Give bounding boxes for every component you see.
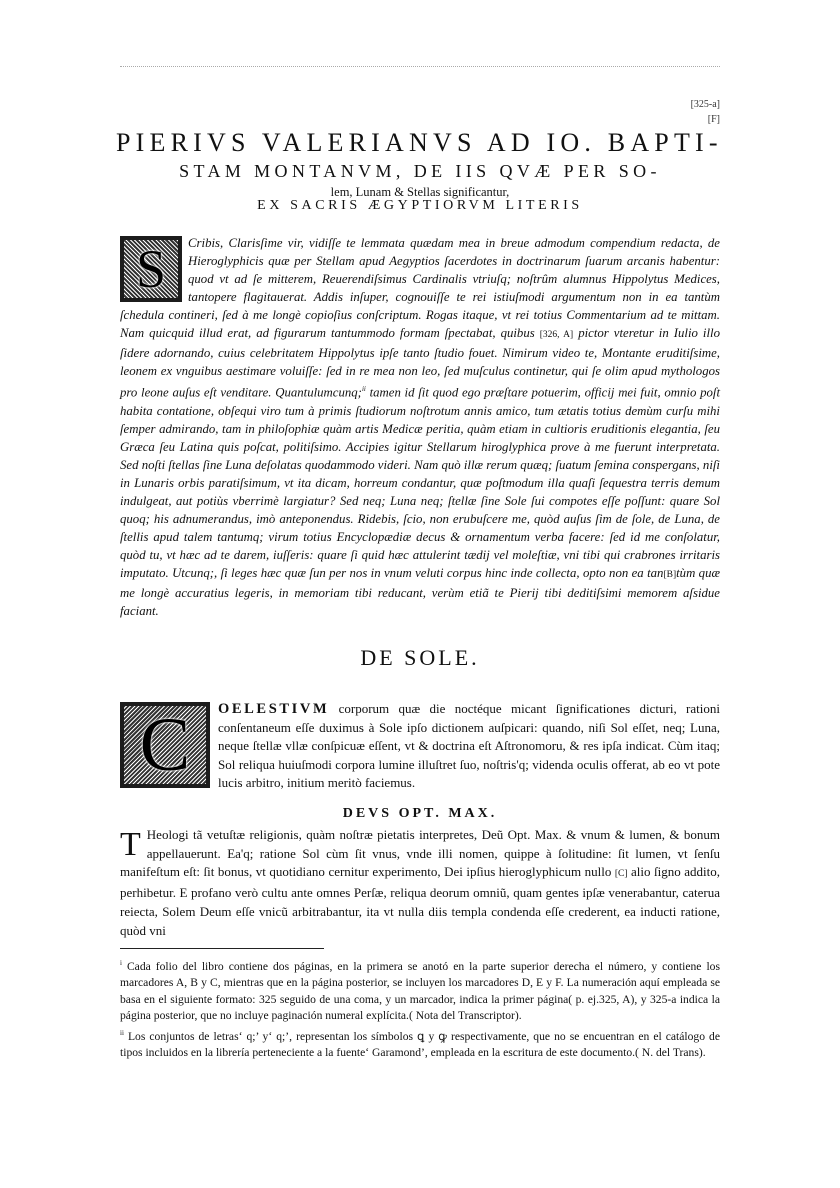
page-markers: [691, 97, 720, 127]
page-marker-b: [B]: [663, 570, 677, 581]
folio-marker: [325-a]: [690, 99, 720, 110]
dropcap-letter: S: [135, 239, 167, 299]
footnote-separator: [120, 948, 324, 949]
page-marker-c: [C]: [614, 869, 628, 880]
title-line-3: lem, Lunam & Stellas significantur,: [330, 185, 510, 199]
coelestium-text: corporum quæ die noctéque micant ſignificationes dicturi, rationi conſentaneum eſſe duximus à Sole ipſo dictionem auſpicari: quando, niſi Sol eſſet, neq; Luna, neque ſtellæ vllæ conſpicuæ eſſent, vt & doctrina eſt Aſtronomoru, & res ipſa indicat. Cùm itaq; Sol reliqua huiuſmodi corpora lumine illuſtret ſuo, noſtris'q; videnda oculis offerat, ab eo vt pote lucis arbitro, initium meritò faciemus.: [218, 701, 720, 791]
section-marker: [F]: [707, 114, 720, 125]
footnote-text: Los conjuntos de letras‘ q;’ y‘ q;’, representan los símbolos ꝗ y ꝙ respectivamente, que no se encuentran en el catálogo de tipos incluidos en la librería perteneciente a la fuente‘ Garamond’, empleada en la escritura de este documento.( N. del Trans).: [120, 1029, 720, 1060]
intro-text-4: tùm quæ me longè accuratius legeris, in memoriam tibi reducant, verùm etiã te Pierij tibi deditiſsimi memorem aſsidue faciant.: [120, 566, 721, 619]
footnote-mark: i: [120, 959, 122, 967]
footnote-mark: ii: [120, 1028, 124, 1037]
lead-word: OELESTIVM: [218, 701, 330, 717]
ornamental-initial-c: [120, 702, 210, 788]
title-line-2: STAM MONTANVM, DE IIS QVÆ PER SO-: [179, 161, 661, 181]
intro-paragraph: [120, 234, 720, 620]
intro-text-3: tamen id ſit quod ego præſtare potuerim, officij mei fuit, omnio poſt habita contatione, obſequi viro tum à primis ſtudiorum noſtrotum annis amico, tum ætatis totius demùm curſu mihi ſemper admirando, tam in philoſophiæ quàm artis Medicæ peritia, quàm etiam in cultioris eruditionis elegantia, ſeu Græca ſeu Latina quis poſcat, politiſsimo. Accipies igitur Stellarum hiroglyphica prove à me fuerunt interpretata. Sed noſti ſtellas ſine Luna deſolatas quodammodo videri. Nam quò illæ rerum quæq; ſuatum ſemina conspergans, niſi in Lunaris orbis paratiſsimum, vt ita dicam, horreum condantur, quæ poſtmodum illa quaſi ſequestra terris demum indulgeat, aut potiùs vberrimè largiatur? Sed neq; Luna neq; ſtellæ ſine Sole ſui compotes eſſe poſſunt: quare Sol quoq; his adnumerandus, imò anteponendus. Ridebis, ſcio, non erubuſcere me, quòd auſus ſim de ſole, de Luna, de ſtellis apud talem tantumq; virum totius Encyclopædiæ decus & ornamentum verba facere: ſed id me conſolatur, quòd tu, vt hæc ad te darem, iuſſeris: quare ſi quid hæc attulerint tædij vel moleſtiæ, vni tibi qui crabrones irritaris imputato. Utcunq;, ſi leges hæc quæ ſun per nos in vnum veluti corpus hinc inde collecta, opto non ea tan: [120, 385, 721, 581]
subheading: DEVS OPT. MAX.: [342, 806, 498, 821]
title-line-4: EX SACRIS ÆGYPTIORVM LITERIS: [257, 198, 583, 213]
deus-text-2: alio ſigno addito, perhibetur. E profano verò cultu ante omnes Perſæ, reliqua deorum omniũ, quam gentes ipſæ venerabantur, caterua reiecta, Solem Deum eſſe vnicũ arbitrabantur, ita vt nulla diis templa condenda eſſe crederent, ea inducti ratione, quòd vni: [120, 864, 721, 938]
intro-text-2: pictor vteretur in Iulio illo ſidere adornando, cuius celebritatem Hippolytus ipſe tanto ſtudio fouet. Nimirum video te, Montante eruditiſsime, leonem ex vnguibus aestimare voluiſſe: ſed in re mea non leo, ſed muſculus continetur, qui ſe olim apud mythologos pro leone auſus eſt venditare. Quantulumcunq;: [120, 326, 720, 400]
deus-paragraph: [120, 826, 720, 940]
deus-text-1: Heologi tã vetuſtæ religionis, quàm noſtræ pietatis interpretes, Deũ Opt. Max. & vnum & lumen, & bonum appellauerunt. Ea'q; ratione Sol cùm ſit vnus, vnde illi nomen, quippe à ſolitudine: ſit lumen, vt ſenſu manifeſtum eſt: ſit bonus, vt quotidiano cernitur experimento, Dei ipſius hieroglyphicum nullo: [120, 827, 720, 880]
top-rule: [120, 66, 720, 67]
footnote-ref-ii[interactable]: ii: [361, 385, 366, 394]
title-line-1: PIERIVS VALERIANVS AD IO. BAPTI-: [116, 128, 723, 157]
ornamental-initial-s: [120, 236, 182, 302]
initial-t: T: [120, 826, 141, 863]
page-marker-326a: [326, A]: [539, 330, 574, 341]
dropcap-letter: C: [139, 703, 191, 787]
footnote-2: [120, 1025, 720, 1062]
footnotes: [120, 955, 720, 1062]
intro-text-1: Cribis, Clarisſime vir, vidiſſe te lemmata quædam mea in breue admodum compendium redacta, de Hieroglyphicis quæ per Stellam apud Aegyptios ſacerdotes in doctrinarum ſuarum arcanis habentur: quod vt ad ſe mitterem, Reuerendiſsimus Cardinalis vtriuſq; noſtrûm alumnus Hippolytus Medices, tantopere flagitauerat. Addis inſuper, cognouiſſe te rei istiuſmodi argumentum non in ea tantùm ſchedula contineri, ſed à me longè copioſius conſcriptum. Rogas itaque, vt rei totius Commentarium ad te mittam. Nam quicquid illud erat, ad figurarum tantummodo formam ſpectabat, quibus: [120, 236, 720, 341]
section-title: DE SOLE.: [360, 645, 480, 670]
footnote-1: [120, 955, 720, 1025]
coelestium-paragraph: [120, 700, 720, 793]
footnote-text: Cada folio del libro contiene dos páginas, en la primera se anotó en la parte superior derecha el número, y contiene los marcadores A, B y C, mientras que en la página posterior, se incluyen los marcadores D, E y F. La numeración aquí empleada se basa en el siguiente formato: 325 seguido de una coma, y un marcador, indica la primer página( p. ej.325, A), y 325-a indica la página posterior, que no incluye paginación numeral explícita.( Nota del Transcriptor).: [120, 959, 720, 1023]
